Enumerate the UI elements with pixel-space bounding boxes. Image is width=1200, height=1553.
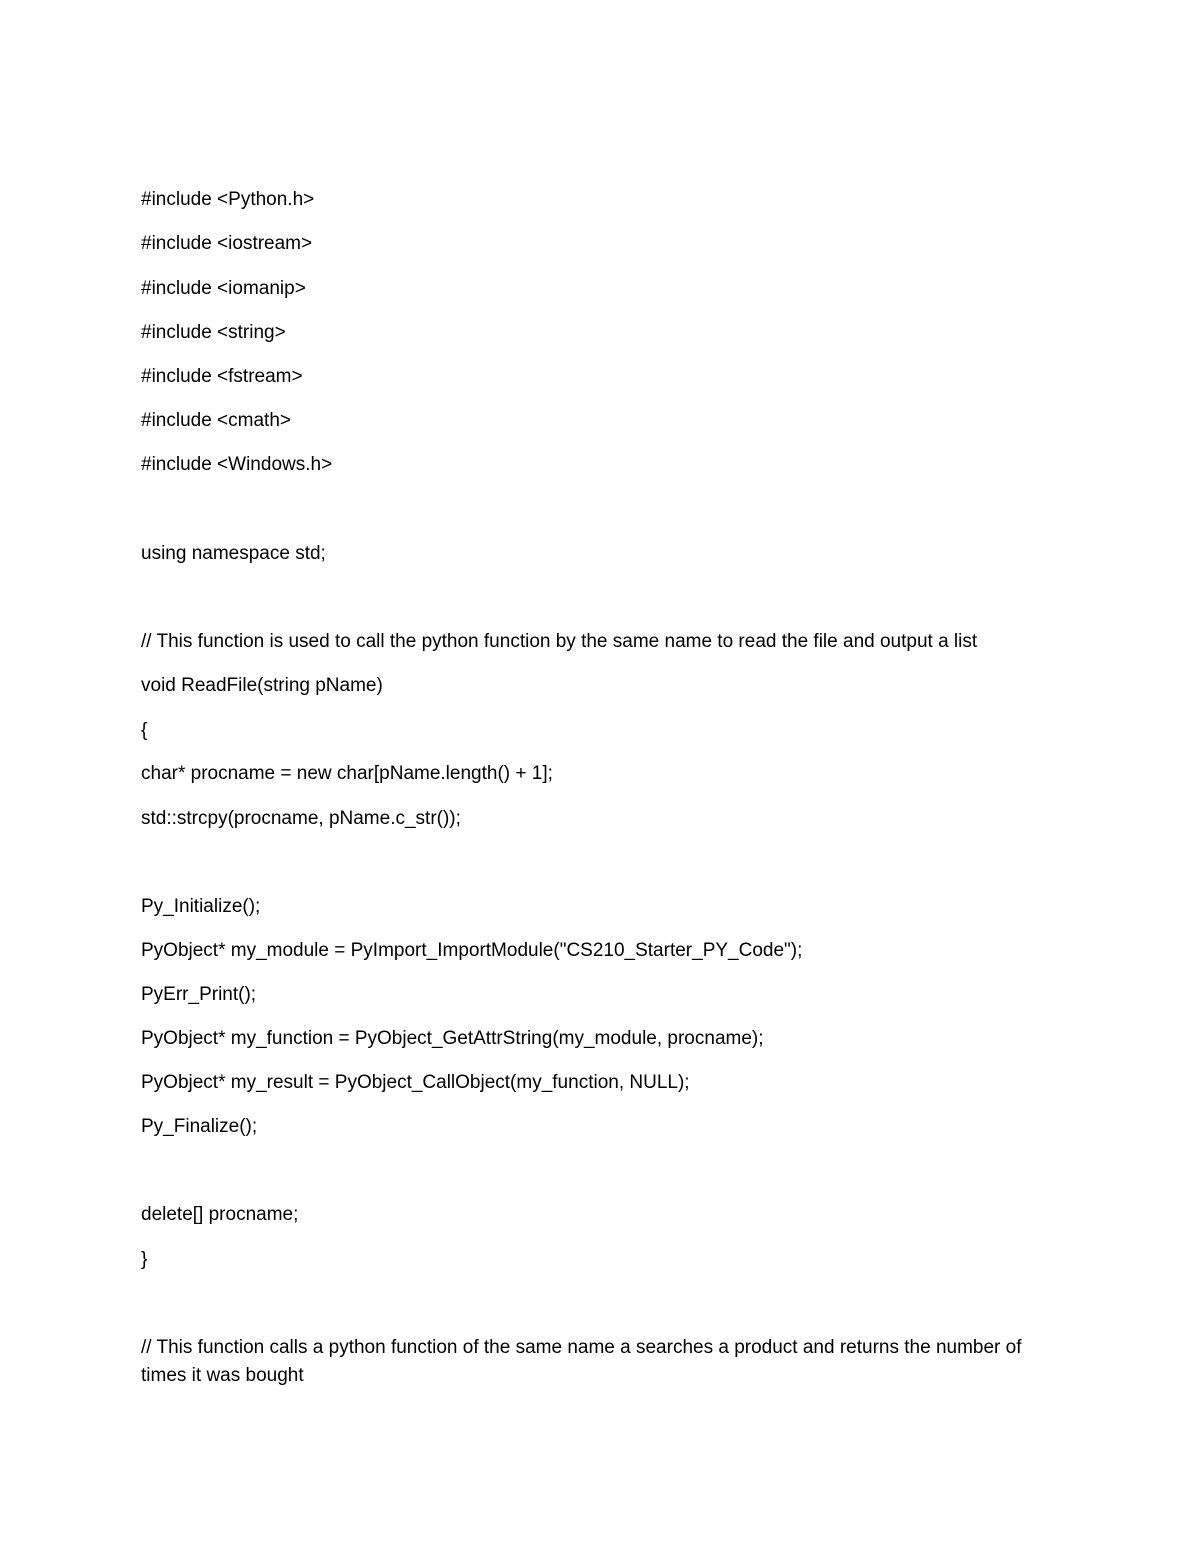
code-line-open-brace: { (141, 720, 148, 741)
code-line-readfile-signature: void ReadFile(string pName) (141, 675, 383, 696)
code-line-py-finalize: Py_Finalize(); (141, 1116, 258, 1137)
code-line-get-attr: PyObject* my_function = PyObject_GetAttrString(my_module, procname); (141, 1028, 764, 1049)
code-line-import-module: PyObject* my_module = PyImport_ImportModule("CS210_Starter_PY_Code"); (141, 940, 803, 961)
code-line-close-brace: } (141, 1249, 148, 1270)
code-line-include-iostream: #include <iostream> (141, 233, 313, 254)
code-comment-search: // This function calls a python function of the same name a searches a product and returns the number of times it was bought (141, 1337, 1022, 1386)
code-line-include-string: #include <string> (141, 322, 286, 343)
code-line-include-iomanip: #include <iomanip> (141, 278, 306, 299)
code-line-char-alloc: char* procname = new char[pName.length() + 1]; (141, 763, 553, 784)
code-line-include-fstream: #include <fstream> (141, 366, 303, 387)
code-line-include-python: #include <Python.h> (141, 189, 315, 210)
code-line-delete: delete[] procname; (141, 1204, 299, 1225)
code-line-call-object: PyObject* my_result = PyObject_CallObject(my_function, NULL); (141, 1072, 690, 1093)
code-line-include-windows: #include <Windows.h> (141, 454, 333, 475)
code-line-strcpy: std::strcpy(procname, pName.c_str()); (141, 808, 461, 829)
code-comment-readfile: // This function is used to call the python function by the same name to read the file and output a list (141, 631, 978, 652)
code-line-include-cmath: #include <cmath> (141, 410, 291, 431)
code-line-py-initialize: Py_Initialize(); (141, 896, 261, 917)
code-line-using-namespace: using namespace std; (141, 543, 326, 564)
code-line-pyerr-print: PyErr_Print(); (141, 984, 257, 1005)
